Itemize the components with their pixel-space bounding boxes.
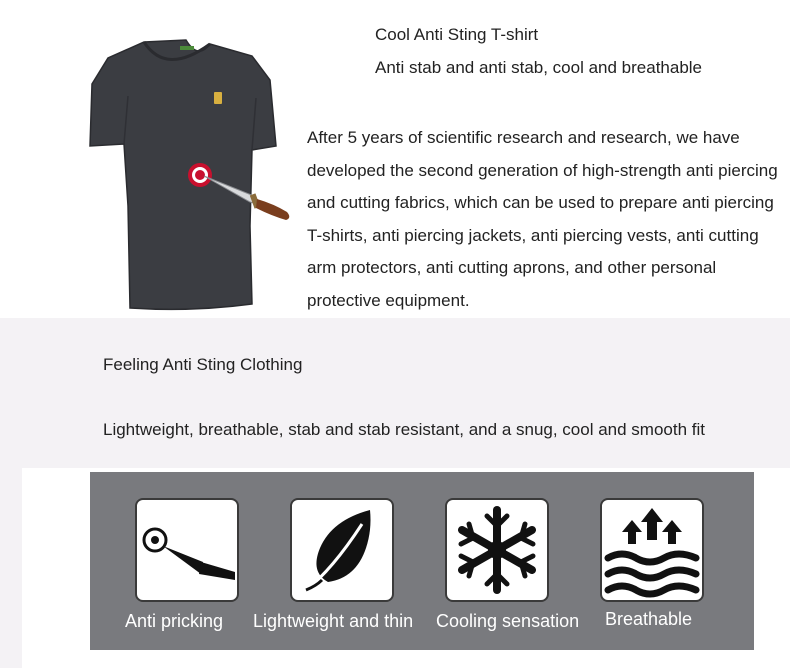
feature-label-cooling: Cooling sensation (436, 611, 580, 631)
product-header (0, 0, 790, 318)
feature-label-anti-pricking: Anti pricking (125, 611, 224, 631)
anti-pricking-icon (137, 500, 237, 600)
tshirt-image (82, 36, 297, 316)
section-text: Lightweight, breathable, stab and stab resistant, and a snug, cool and smooth fit (103, 420, 705, 439)
product-name: Cool Anti Sting T-shirt (375, 25, 539, 44)
breathable-tile (600, 498, 704, 602)
product-tagline: Anti stab and anti stab, cool and breathable (375, 58, 703, 77)
section-title: Feeling Anti Sting Clothing (103, 355, 303, 374)
lightweight-tile (290, 498, 394, 602)
feature-intro-band (0, 318, 790, 468)
cooling-tile (445, 498, 549, 602)
leaf-icon (292, 500, 392, 600)
features-panel (90, 472, 754, 650)
breathable-icon (602, 500, 702, 600)
product-description: After 5 years of scientific research and research, we have developed the second generation of high-strength anti piercing and cutting fabrics, which can be used to prepare anti piercing T-shirts, anti piercing jackets, anti piercing vests, anti cutting arm protectors, anti cutting aprons, and other personal protective equipment. (307, 128, 778, 310)
anti-pricking-tile (135, 498, 239, 602)
feature-label-breathable: Breathable (605, 609, 693, 629)
snowflake-icon (447, 500, 547, 600)
feature-label-lightweight: Lightweight and thin (253, 611, 414, 631)
